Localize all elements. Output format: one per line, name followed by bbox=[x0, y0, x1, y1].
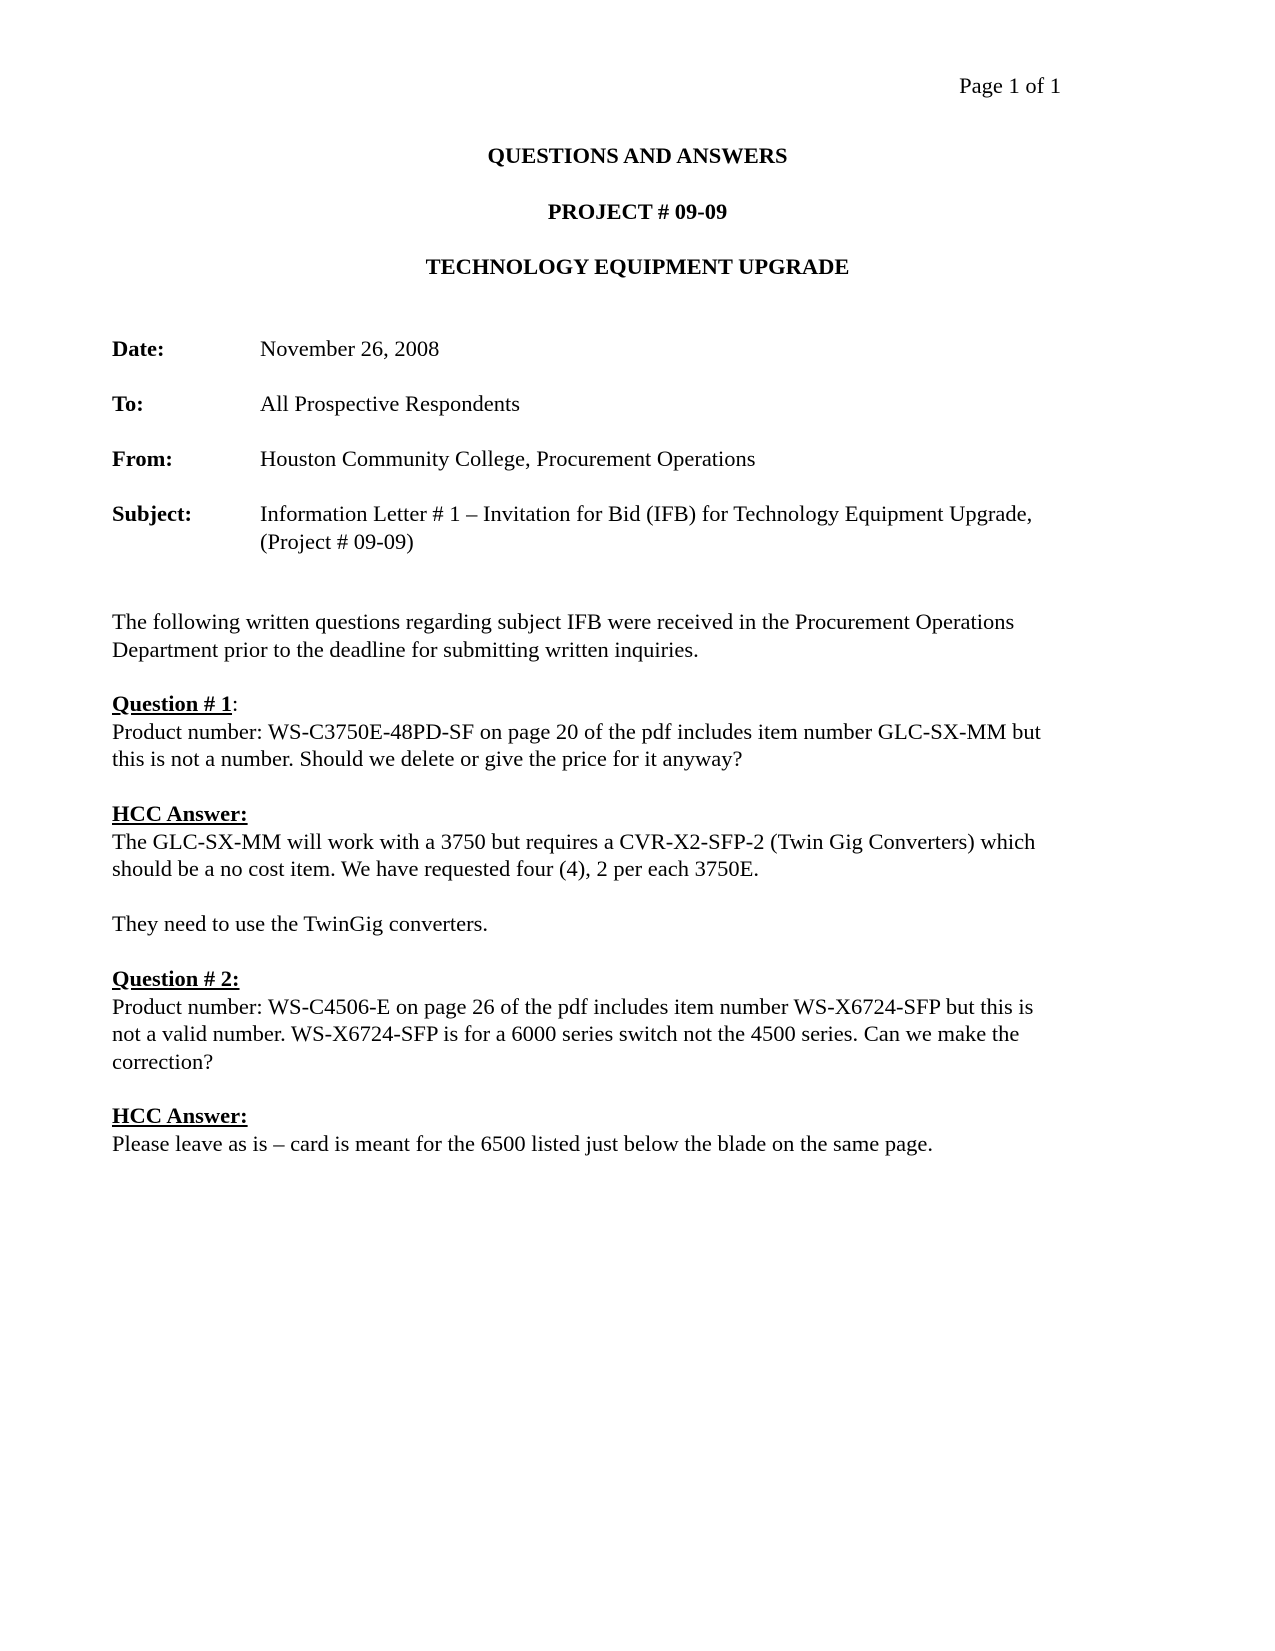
paragraph-line: should be a no cost item. We have requested four (4), 2 per each 3750E. bbox=[112, 856, 759, 881]
subject-line: Information Letter # 1 – Invitation for Bid (IFB) for Technology Equipment Upgrade, bbox=[260, 501, 1033, 526]
question-1-heading bbox=[112, 690, 1172, 718]
page-number: Page 1 of 1 bbox=[959, 73, 1061, 98]
subject-value bbox=[260, 500, 1172, 555]
date-value: November 26, 2008 bbox=[260, 336, 440, 361]
from-value: Houston Community College, Procurement Operations bbox=[260, 446, 756, 471]
paragraph-line: They need to use the TwinGig converters. bbox=[112, 911, 489, 936]
answer-2 bbox=[112, 1102, 1172, 1157]
paragraph-line: The GLC-SX-MM will work with a 3750 but requires a CVR-X2-SFP-2 (Twin Gig Converters) which bbox=[112, 828, 1036, 854]
question-1-title: Question # 1 bbox=[112, 691, 233, 716]
paragraph-line: not a valid number. WS-X6724-SFP is for a 6000 series switch not the 4500 series. Can we make the bbox=[112, 1021, 1020, 1046]
answer-1-title: HCC Answer: bbox=[112, 801, 248, 826]
question-2 bbox=[112, 965, 1172, 1075]
memo-row-to bbox=[112, 390, 1172, 418]
intro-paragraph bbox=[112, 608, 1172, 663]
paragraph-line: correction? bbox=[112, 1048, 214, 1074]
answer-1-note bbox=[112, 910, 1172, 938]
subject-label: Subject: bbox=[112, 501, 192, 526]
paragraph-line: Product number: WS-C3750E-48PD-SF on page 20 of the pdf includes item number GLC-SX-MM but bbox=[112, 718, 1041, 744]
paragraph-line: Product number: WS-C4506-E on page 26 of the pdf includes item number WS-X6724-SFP but this is bbox=[112, 993, 1034, 1019]
memo-row-from bbox=[112, 445, 1172, 473]
question-1-title-colon: : bbox=[232, 691, 239, 716]
to-value: All Prospective Respondents bbox=[260, 391, 520, 416]
paragraph-line: Department prior to the deadline for submitting written inquiries. bbox=[112, 636, 699, 662]
document-title: QUESTIONS AND ANSWERS bbox=[487, 143, 788, 168]
document-subtitle: TECHNOLOGY EQUIPMENT UPGRADE bbox=[425, 254, 850, 279]
answer-1 bbox=[112, 800, 1172, 883]
to-label: To: bbox=[112, 391, 144, 416]
memo-row-date bbox=[112, 335, 1172, 363]
memo-row-subject bbox=[112, 500, 1172, 555]
from-label: From: bbox=[112, 446, 173, 471]
question-1 bbox=[112, 690, 1172, 773]
date-label: Date: bbox=[112, 336, 165, 361]
project-heading: PROJECT # 09-09 bbox=[547, 199, 728, 224]
question-2-title: Question # 2: bbox=[112, 966, 240, 991]
paragraph-line: Please leave as is – card is meant for the 6500 listed just below the blade on the same page. bbox=[112, 1130, 934, 1156]
paragraph-line: this is not a number. Should we delete or give the price for it anyway? bbox=[112, 746, 743, 771]
answer-2-title: HCC Answer: bbox=[112, 1103, 248, 1128]
paragraph-line: The following written questions regarding subject IFB were received in the Procurement Operations bbox=[112, 609, 1015, 634]
subject-line: (Project # 09-09) bbox=[260, 528, 414, 554]
